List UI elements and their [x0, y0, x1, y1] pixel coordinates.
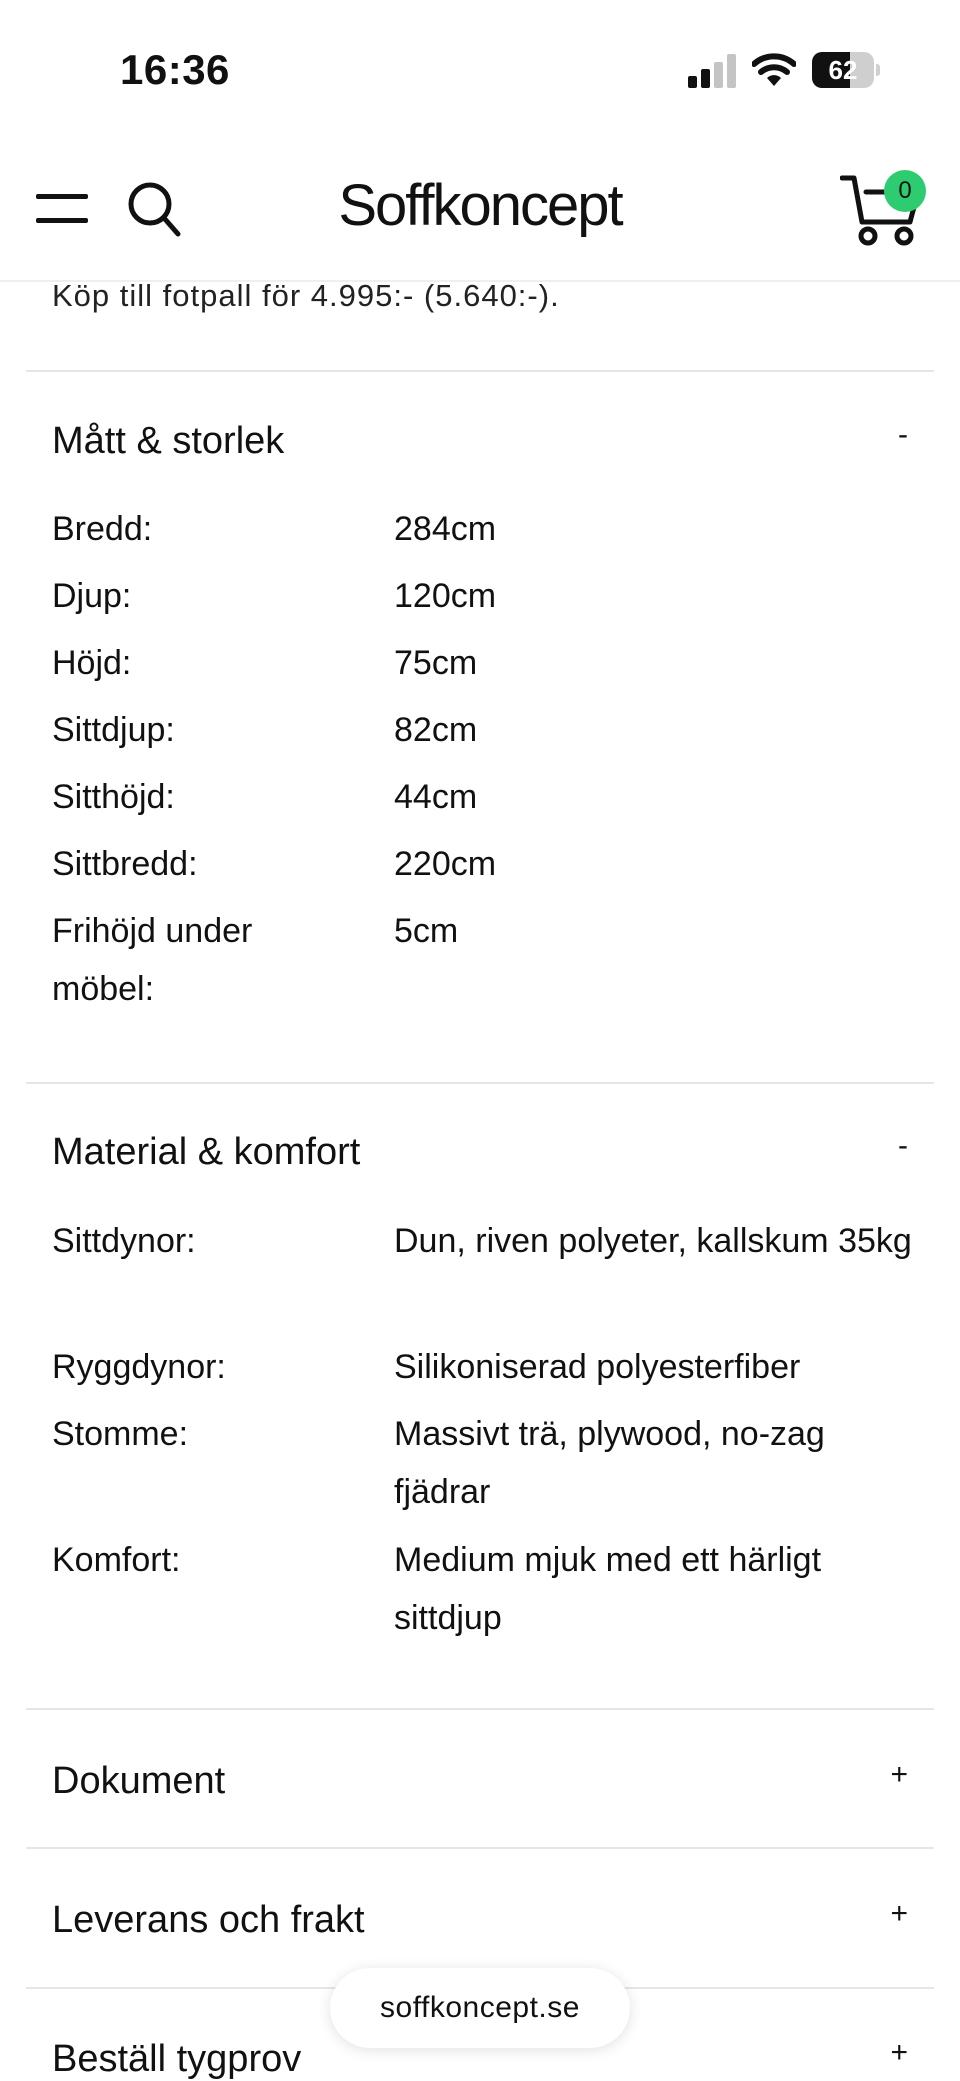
wifi-icon: [752, 52, 796, 88]
divider: [26, 1708, 934, 1710]
cart-count-badge[interactable]: 0: [884, 170, 926, 212]
expand-toggle-documents[interactable]: +: [890, 1758, 908, 1791]
footstool-offer-text: Köp till fotpall för 4.995:- (5.640:-).: [52, 278, 560, 313]
spec-label: Höjd:: [52, 644, 132, 682]
site-header: [0, 120, 960, 282]
spec-value: 220cm: [394, 845, 497, 883]
status-bar: [0, 0, 960, 120]
spec-value: Medium mjuk med ett härligt sittdjup: [394, 1541, 822, 1637]
expand-toggle-delivery[interactable]: +: [890, 1897, 908, 1930]
spec-label: Stomme:: [52, 1415, 189, 1453]
section-title-material[interactable]: Material & komfort: [52, 1131, 361, 1173]
section-title-dimensions[interactable]: Mått & storlek: [52, 420, 285, 462]
divider: [26, 1082, 934, 1084]
status-time: 16:36: [120, 46, 230, 93]
divider: [26, 370, 934, 372]
spec-value: 44cm: [394, 778, 478, 816]
spec-value: Massivt trä, plywood, no-zag fjädrar: [394, 1415, 825, 1511]
site-logo[interactable]: Soffkoncept: [338, 173, 622, 238]
spec-value: 5cm: [394, 912, 459, 950]
section-title-delivery[interactable]: Leverans och frakt: [52, 1899, 365, 1941]
spec-value: 82cm: [394, 711, 478, 749]
expand-toggle-samples[interactable]: +: [890, 2036, 908, 2069]
spec-label: Sittbredd:: [52, 845, 198, 883]
spec-label: Komfort:: [52, 1541, 181, 1579]
spec-label: Djup:: [52, 577, 132, 615]
spec-label: Sittdynor:: [52, 1222, 196, 1260]
signal-icon: [688, 54, 738, 88]
divider: [26, 1847, 934, 1849]
spec-value: Dun, riven polyeter, kallskum 35kg: [394, 1222, 912, 1260]
spec-label: Frihöjd under möbel:: [52, 912, 253, 1008]
spec-value: 75cm: [394, 644, 478, 682]
address-bar-url[interactable]: soffkoncept.se: [330, 1968, 630, 2048]
spec-label: Sitthöjd:: [52, 778, 175, 816]
battery-icon: [812, 52, 880, 88]
section-title-samples[interactable]: Beställ tygprov: [52, 2038, 302, 2080]
spec-value: 120cm: [394, 577, 497, 615]
spec-label: Sittdjup:: [52, 711, 175, 749]
spec-value: 284cm: [394, 510, 497, 548]
collapse-toggle-dimensions[interactable]: -: [898, 418, 908, 451]
collapse-toggle-material[interactable]: -: [898, 1129, 908, 1162]
spec-label: Bredd:: [52, 510, 153, 548]
battery-level: 62: [828, 55, 858, 85]
section-title-documents[interactable]: Dokument: [52, 1760, 226, 1802]
spec-value: Silikoniserad polyesterfiber: [394, 1348, 801, 1386]
spec-label: Ryggdynor:: [52, 1348, 226, 1386]
